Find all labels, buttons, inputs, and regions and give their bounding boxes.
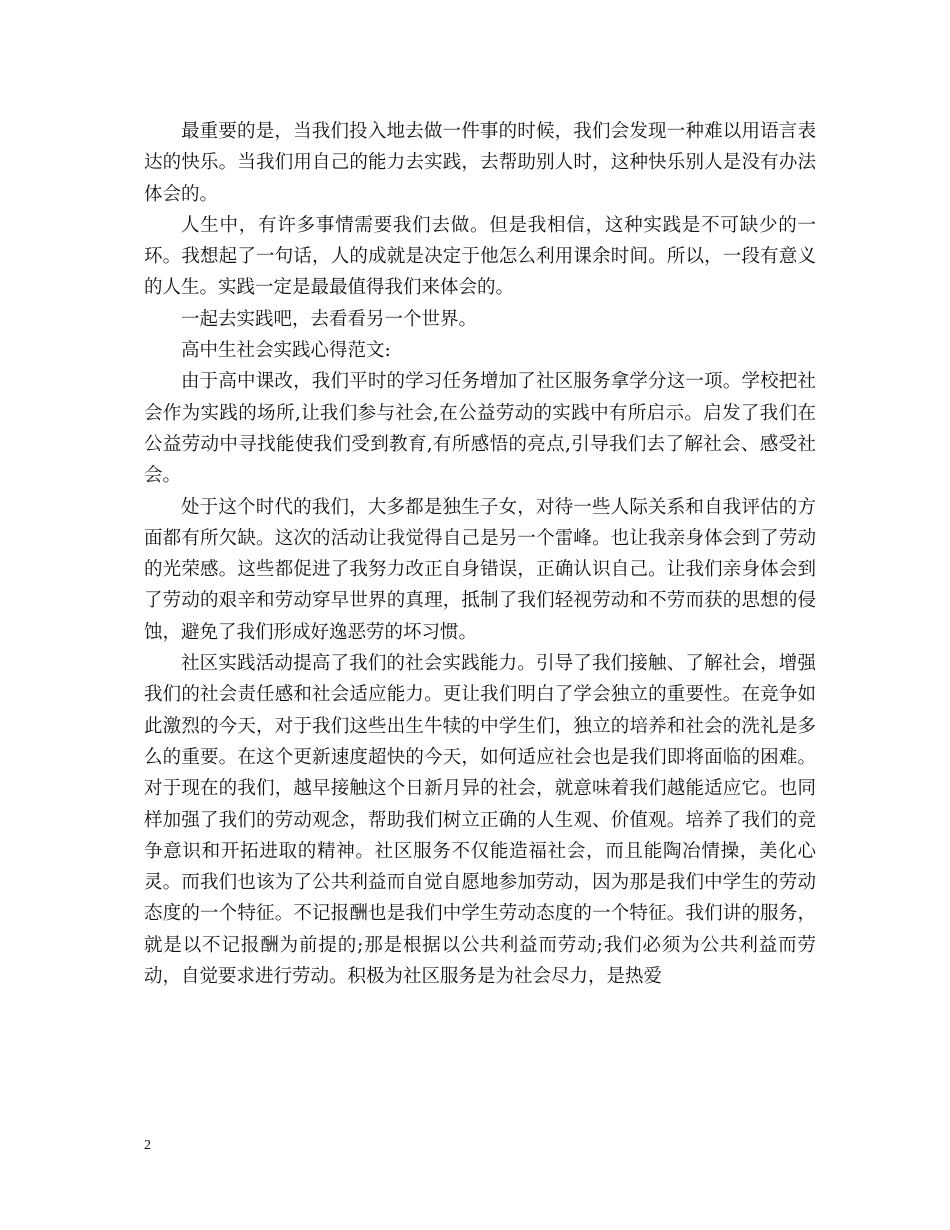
paragraph: 人生中，有许多事情需要我们去做。但是我相信，这种实践是不可缺少的一环。我想起了一句话，人的成就是决定于他怎么利用课余时间。所以，一段有意义的人生。实践一定是最最值得我们来体会的。 xyxy=(144,214,816,299)
page-number: 2 xyxy=(144,1138,151,1153)
paragraph: 社区实践活动提高了我们的社会实践能力。引导了我们接触、了解社会，增强我们的社会责任感和社会适应能力。更让我们明白了学会独立的重要性。在竞争如此激烈的今天，对于我们这些出生牛犊的中学生们，独立的培养和社会的洗礼是多么的重要。在这个更新速度超快的今天，如何适应社会也是我们即将面临的困难。对于现在的我们，越早接触这个日新月异的社会，就意味着我们越能适应它。也同样加强了我们的劳动观念，帮助我们树立正确的人生观、价值观。培养了我们的竞争意识和开拓进取的精神。社区服务不仅能造福社会，而且能陶冶情操，美化心灵。而我们也该为了公共利益而自觉自愿地参加劳动，因为那是我们中学生的劳动态度的一个特征。不记报酬也是我们中学生劳动态度的一个特征。我们讲的服务，就是以不记报酬为前提的;那是根据以公共利益而劳动;我们必须为公共利益而劳动，自觉要求进行劳动。积极为社区服务是为社会尽力，是热爱 xyxy=(144,653,816,988)
paragraph: 处于这个时代的我们，大多都是独生子女，对待一些人际关系和自我评估的方面都有所欠缺。这次的活动让我觉得自己是另一个雷峰。也让我亲身体会到了劳动的光荣感。这些都促进了我努力改正自身错误，正确认识自己。让我们亲身体会到了劳动的艰辛和劳动穿早世界的真理，抵制了我们轻视劳动和不劳而获的思想的侵蚀，避免了我们形成好逸恶劳的坏习惯。 xyxy=(144,496,816,643)
paragraph: 最重要的是，当我们投入地去做一件事的时候，我们会发现一种难以用语言表达的快乐。当我们用自己的能力去实践，去帮助别人时，这种快乐别人是没有办法体会的。 xyxy=(144,121,816,205)
document-body xyxy=(144,116,816,992)
paragraph: 由于高中课改，我们平时的学习任务增加了社区服务拿学分这一项。学校把社会作为实践的场所,让我们参与社会,在公益劳动的实践中有所启示。启发了我们在公益劳动中寻找能使我们受到教育,有所感悟的亮点,引导我们去了解社会、感受社会。 xyxy=(144,371,816,487)
paragraph: 一起去实践吧，去看看另一个世界。 xyxy=(181,308,478,330)
section-heading: 高中生社会实践心得范文: xyxy=(181,340,391,362)
